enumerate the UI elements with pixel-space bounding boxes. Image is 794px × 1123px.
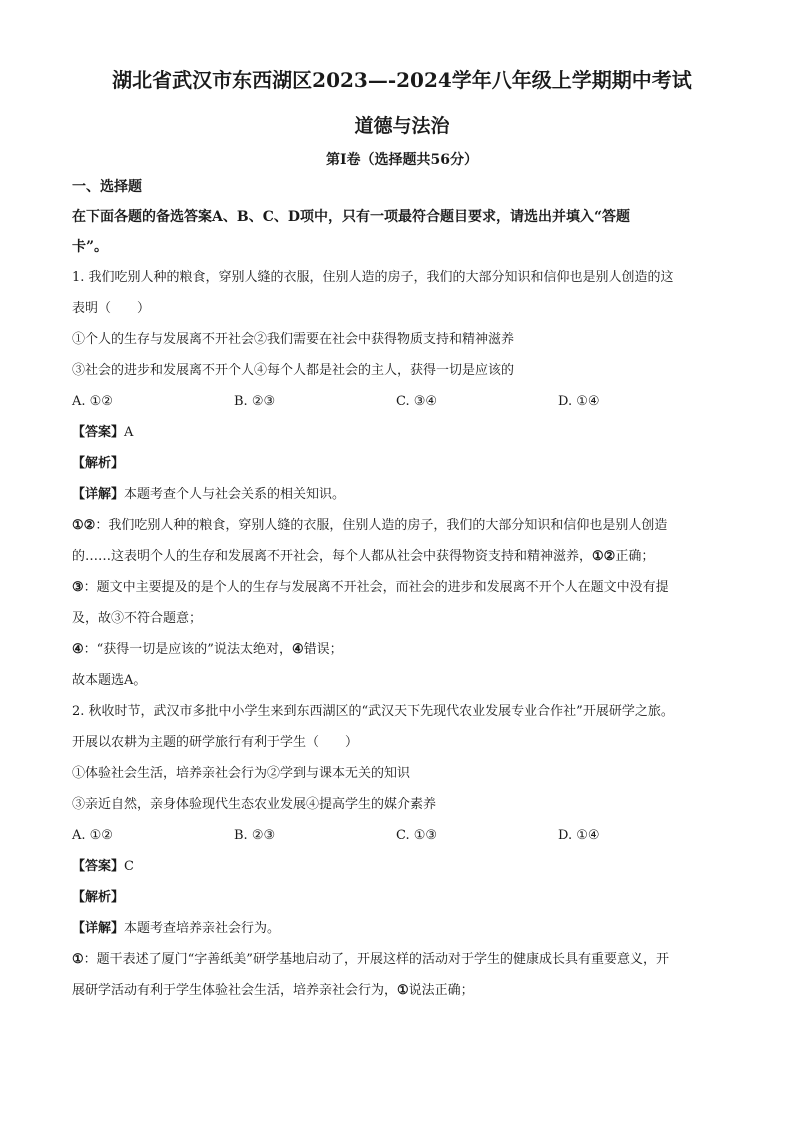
section-instruction-line2: 卡”。 <box>72 239 109 255</box>
detail-intro: 本题考查个人与社会关系的相关知识。 <box>124 487 346 502</box>
answer-label: 【答案】 <box>72 425 125 440</box>
explanation-text: ：题文中主要提及的是个人的生存与发展离不开社会，而社会的进步和发展离不开个人在题文中没有提 <box>83 580 669 595</box>
question-2-stem-line2: 开展以农耕为主题的研学旅行有利于学生（ ） <box>72 735 359 750</box>
explanation-text: 说法正确； <box>408 983 474 998</box>
question-1-option-b: B. ②③ <box>234 394 276 409</box>
question-1-analysis <box>72 448 732 479</box>
explanation-3-line1 <box>72 634 732 665</box>
question-2-option-d: D. ①④ <box>558 828 600 843</box>
explanation-text: ：我们吃别人种的粮食，穿别人缝的衣服，住别人造的房子，我们的大部分知识和信仰也是别人创造 <box>95 518 668 533</box>
question-1-statement-line2: ③社会的进步和发展离不开个人④每个人都是社会的主人，获得一切是应该的 <box>72 363 515 378</box>
detail-intro: 本题考查培养亲社会行为。 <box>124 921 281 936</box>
question-1-statement-line1: ①个人的生存与发展离不开社会②我们需要在社会中获得物质支持和精神滋养 <box>72 332 515 347</box>
question-2-analysis <box>72 882 732 913</box>
question-2-answer <box>72 851 732 882</box>
explanation-marker: ① <box>72 952 84 967</box>
question-2-statement-line1: ①体验社会生活，培养亲社会行为②学到与课本无关的知识 <box>72 766 411 781</box>
detail-label: 【详解】 <box>72 921 125 936</box>
exam-volume: 第Ⅰ卷（选择题共56分） <box>325 152 479 168</box>
section-instruction-line1: 在下面各题的备选答案A、B、C、D项中，只有一项最符合题目要求，请选出并填入“答题 <box>72 209 631 225</box>
question-2-stem-line1: 2. 秋收时节，武汉市多批中小学生来到东西湖区的“武汉天下先现代农业发展专业合作社”开展研学之旅。 <box>72 704 674 719</box>
answer-value: A <box>124 425 134 440</box>
detail-label: 【详解】 <box>72 487 125 502</box>
question-2 <box>72 696 732 1006</box>
explanation-marker: ①② <box>72 518 96 533</box>
exam-subject: 道德与法治 <box>354 115 450 137</box>
question-1-options <box>72 386 732 417</box>
answer-value: C <box>124 859 134 874</box>
explanation-marker: ① <box>397 983 409 998</box>
analysis-label: 【解析】 <box>72 890 125 905</box>
question-2-detail <box>72 913 732 944</box>
question-1-stem-line2: 表明（ ） <box>72 301 151 316</box>
document-content <box>72 66 732 1006</box>
question-2-options <box>72 820 732 851</box>
question-2-option-c: C. ①③ <box>396 828 438 843</box>
explanation-2-line1 <box>72 572 732 603</box>
question-1 <box>72 262 732 696</box>
question-2-statement-line2: ③亲近自然，亲身体验现代生态农业发展④提高学生的媒介素养 <box>72 797 437 812</box>
question-1-option-c: C. ③④ <box>396 394 438 409</box>
explanation-marker: ③ <box>72 580 84 595</box>
answer-label: 【答案】 <box>72 859 125 874</box>
explanation-4-line1 <box>72 944 732 975</box>
explanation-text: 正确； <box>615 549 655 564</box>
question-1-stem-line1: 1. 我们吃别人种的粮食，穿别人缝的衣服，住别人造的房子，我们的大部分知识和信仰也是别人创造的这 <box>72 270 674 285</box>
analysis-label: 【解析】 <box>72 456 125 471</box>
question-1-option-a: A. ①② <box>72 394 113 409</box>
question-2-option-b: B. ②③ <box>234 828 276 843</box>
explanation-marker: ①② <box>592 549 616 564</box>
question-1-detail <box>72 479 732 510</box>
question-1-option-d: D. ①④ <box>558 394 600 409</box>
explanation-text: 展研学活动有利于学生体验社会生活，培养亲社会行为， <box>72 983 398 998</box>
explanation-text: 错误； <box>303 642 343 657</box>
explanation-text: 的……这表明个人的生存和发展离不开社会，每个人都从社会中获得物资支持和精神滋养， <box>72 549 593 564</box>
question-1-answer <box>72 417 732 448</box>
question-2-option-a: A. ①② <box>72 828 113 843</box>
question-1-conclusion: 故本题选A。 <box>72 673 147 688</box>
explanation-text: 及，故③不符合题意； <box>72 611 203 626</box>
exam-title: 湖北省武汉市东西湖区2023—-2024学年八年级上学期期中考试 <box>112 68 692 92</box>
explanation-1-line1 <box>72 510 732 541</box>
explanation-text: ：题干表述了厦门“字善纸美”研学基地启动了，开展这样的活动对于学生的健康成长具有重要意义，开 <box>83 952 669 967</box>
explanation-marker: ④ <box>291 642 304 657</box>
section-heading: 一、选择题 <box>72 179 142 195</box>
explanation-4-line2 <box>72 975 732 1006</box>
explanation-1-line2 <box>72 541 732 572</box>
explanation-2-line2 <box>72 603 732 634</box>
explanation-marker: ④ <box>72 642 84 657</box>
explanation-text: ：“获得一切是应该的”说法太绝对， <box>83 642 292 657</box>
